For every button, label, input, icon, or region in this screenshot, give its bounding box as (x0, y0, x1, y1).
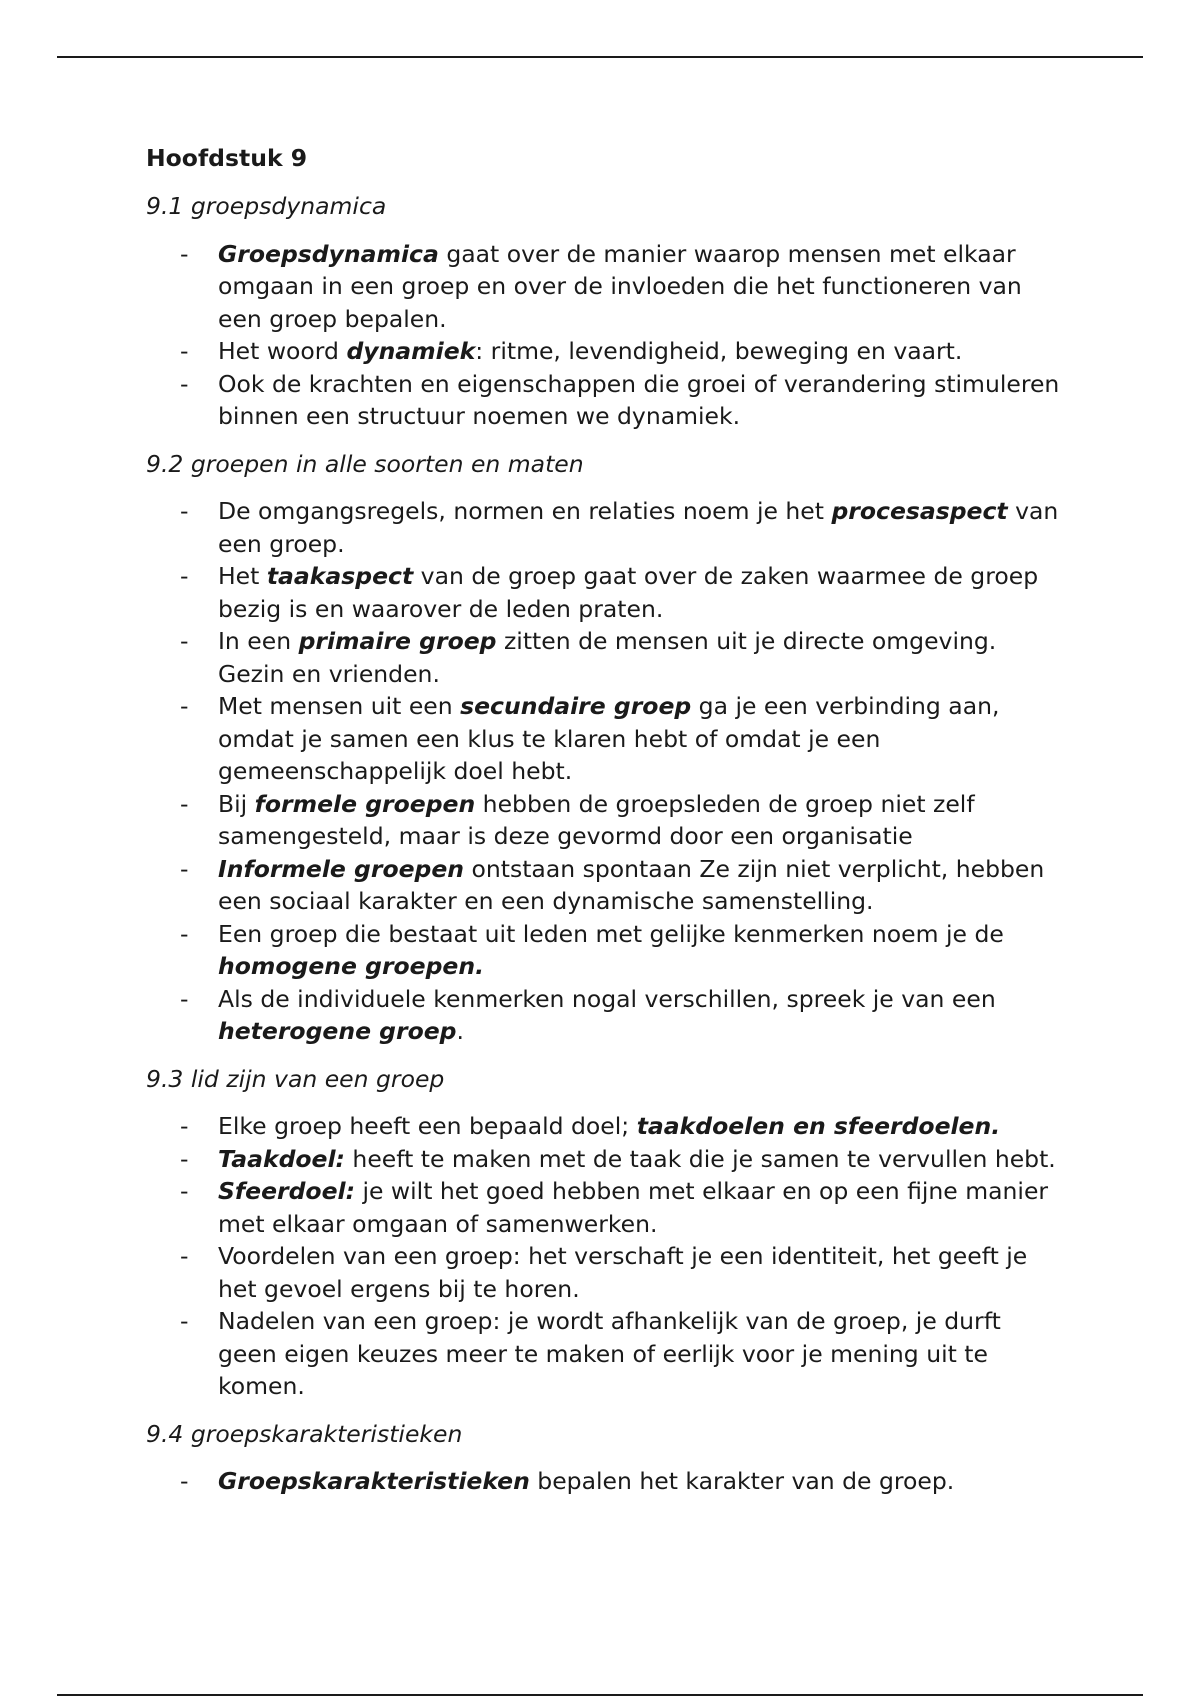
section-title: 9.4 groepskarakteristieken (146, 1419, 463, 1448)
keyword-term: primaire groep (298, 627, 497, 655)
keyword-term: procesaspect (831, 497, 1008, 525)
item-text: van de groep gaat over de zaken waarmee de groep bezig is en waarover de leden praten. (218, 562, 1039, 623)
bullet-list (146, 1110, 1066, 1403)
item-text: Ook de krachten en eigenschappen die groei of verandering stimuleren binnen een structuur noemen we dynamiek. (218, 369, 1060, 430)
bullet-list (146, 1465, 1066, 1498)
bullet-dash: - (180, 239, 189, 268)
bullet-dash: - (180, 692, 189, 720)
keyword-term: homogene groepen. (218, 952, 485, 980)
bullet-dash: - (180, 1467, 189, 1495)
bullet-dash: - (180, 1242, 189, 1270)
section-title: 9.2 groepen in alle soorten en maten (146, 449, 584, 478)
bullet-item (146, 1175, 1066, 1240)
item-text: heeft te maken met de taak die je samen te vervullen hebt. (344, 1144, 1056, 1173)
item-text: In een (218, 627, 299, 655)
item-text: Als de individuele kenmerken nogal verschillen, spreek je van een (218, 984, 996, 1013)
item-text: Het woord (218, 337, 347, 365)
keyword-term: taakdoelen en sfeerdoelen. (636, 1112, 1001, 1140)
keyword-term: Taakdoel: (218, 1144, 345, 1173)
keyword-term: dynamiek (346, 337, 476, 365)
keyword-term: Sfeerdoel: (218, 1177, 355, 1205)
section-title: 9.1 groepsdynamica (146, 192, 387, 220)
item-text: Elke groep heeft een bepaald doel; (218, 1112, 637, 1140)
bullet-item (146, 1240, 1066, 1305)
bullet-item (146, 690, 1066, 788)
bullet-item (146, 238, 1066, 336)
sections-container (146, 190, 1066, 1498)
bullet-item (146, 983, 1066, 1048)
section-title: 9.3 lid zijn van een groep (146, 1064, 445, 1093)
bullet-item (146, 495, 1066, 560)
keyword-term: taakaspect (266, 562, 414, 590)
chapter-title: Hoofdstuk 9 (146, 144, 308, 172)
bullet-item (146, 853, 1066, 918)
item-text: Voordelen van een groep: het verschaft je een identiteit, het geeft je het gevoel ergens bij te horen. (218, 1242, 1028, 1303)
item-text: je wilt het goed hebben met elkaar en op een fijne manier met elkaar omgaan of samenwerken. (218, 1177, 1049, 1238)
bullet-dash: - (180, 1144, 189, 1173)
item-text: gaat over de manier waarop mensen met elkaar omgaan in een groep en over de invloeden die het functioneren van een groep bepalen. (218, 239, 1022, 333)
item-text: Een groep die bestaat uit leden met gelijke kenmerken noem je de (218, 919, 1004, 948)
bullet-item (146, 1143, 1066, 1176)
keyword-term: heterogene groep (218, 1017, 457, 1045)
item-text: bepalen het karakter van de groep. (529, 1467, 955, 1495)
keyword-term: Groepskarakteristieken (218, 1467, 530, 1495)
item-text: ga je een verbinding aan, omdat je samen een klus te klaren hebt of omdat je een gemeenschappelijk doel hebt. (218, 692, 1000, 785)
item-text: Bij (218, 789, 255, 818)
bullet-dash: - (180, 789, 189, 818)
bullet-dash: - (180, 984, 189, 1013)
item-text: ontstaan spontaan Ze zijn niet verplicht, hebben een sociaal karakter en een dynamische samenstelling. (218, 854, 1045, 915)
keyword-term: secundaire groep (460, 692, 692, 720)
bullet-dash: - (180, 369, 189, 398)
bullet-dash: - (180, 1177, 189, 1205)
bullet-item (146, 335, 1066, 368)
bullet-dash: - (180, 854, 189, 883)
bullet-dash: - (180, 627, 189, 655)
bullet-item (146, 625, 1066, 690)
bullet-item (146, 1305, 1066, 1403)
bullet-item (146, 368, 1066, 433)
item-text: . (456, 1017, 464, 1045)
item-text: hebben de groepsleden de groep niet zelf samengesteld, maar is deze gevormd door een organisatie (218, 789, 975, 850)
item-text: Met mensen uit een (218, 692, 461, 720)
document-body (146, 142, 1066, 1513)
bullet-item (146, 918, 1066, 983)
bullet-dash: - (180, 497, 189, 525)
keyword-term: formele groepen (254, 789, 476, 818)
keyword-term: Groepsdynamica (218, 239, 439, 268)
bullet-item (146, 1110, 1066, 1143)
bullet-dash: - (180, 562, 189, 590)
item-text: Nadelen van een groep: je wordt afhankelijk van de groep, je durft geen eigen keuzes meer te maken of eerlijk voor je mening uit te komen. (218, 1307, 1001, 1400)
bullet-list (146, 238, 1066, 433)
item-text: : ritme, levendigheid, beweging en vaart. (475, 337, 963, 365)
bullet-item (146, 1465, 1066, 1498)
item-text: van een groep. (218, 497, 1059, 558)
bullet-dash: - (180, 337, 189, 365)
bullet-dash: - (180, 919, 189, 948)
item-text: Het (218, 562, 267, 590)
keyword-term: Informele groepen (218, 854, 465, 883)
bullet-list (146, 495, 1066, 1048)
item-text: De omgangsregels, normen en relaties noem je het (218, 497, 832, 525)
bullet-dash: - (180, 1307, 189, 1335)
bullet-item (146, 788, 1066, 853)
footer-rule (57, 1694, 1143, 1696)
item-text: zitten de mensen uit je directe omgeving. Gezin en vrienden. (218, 627, 997, 688)
header-rule (57, 56, 1143, 58)
bullet-dash: - (180, 1112, 189, 1140)
bullet-item (146, 560, 1066, 625)
